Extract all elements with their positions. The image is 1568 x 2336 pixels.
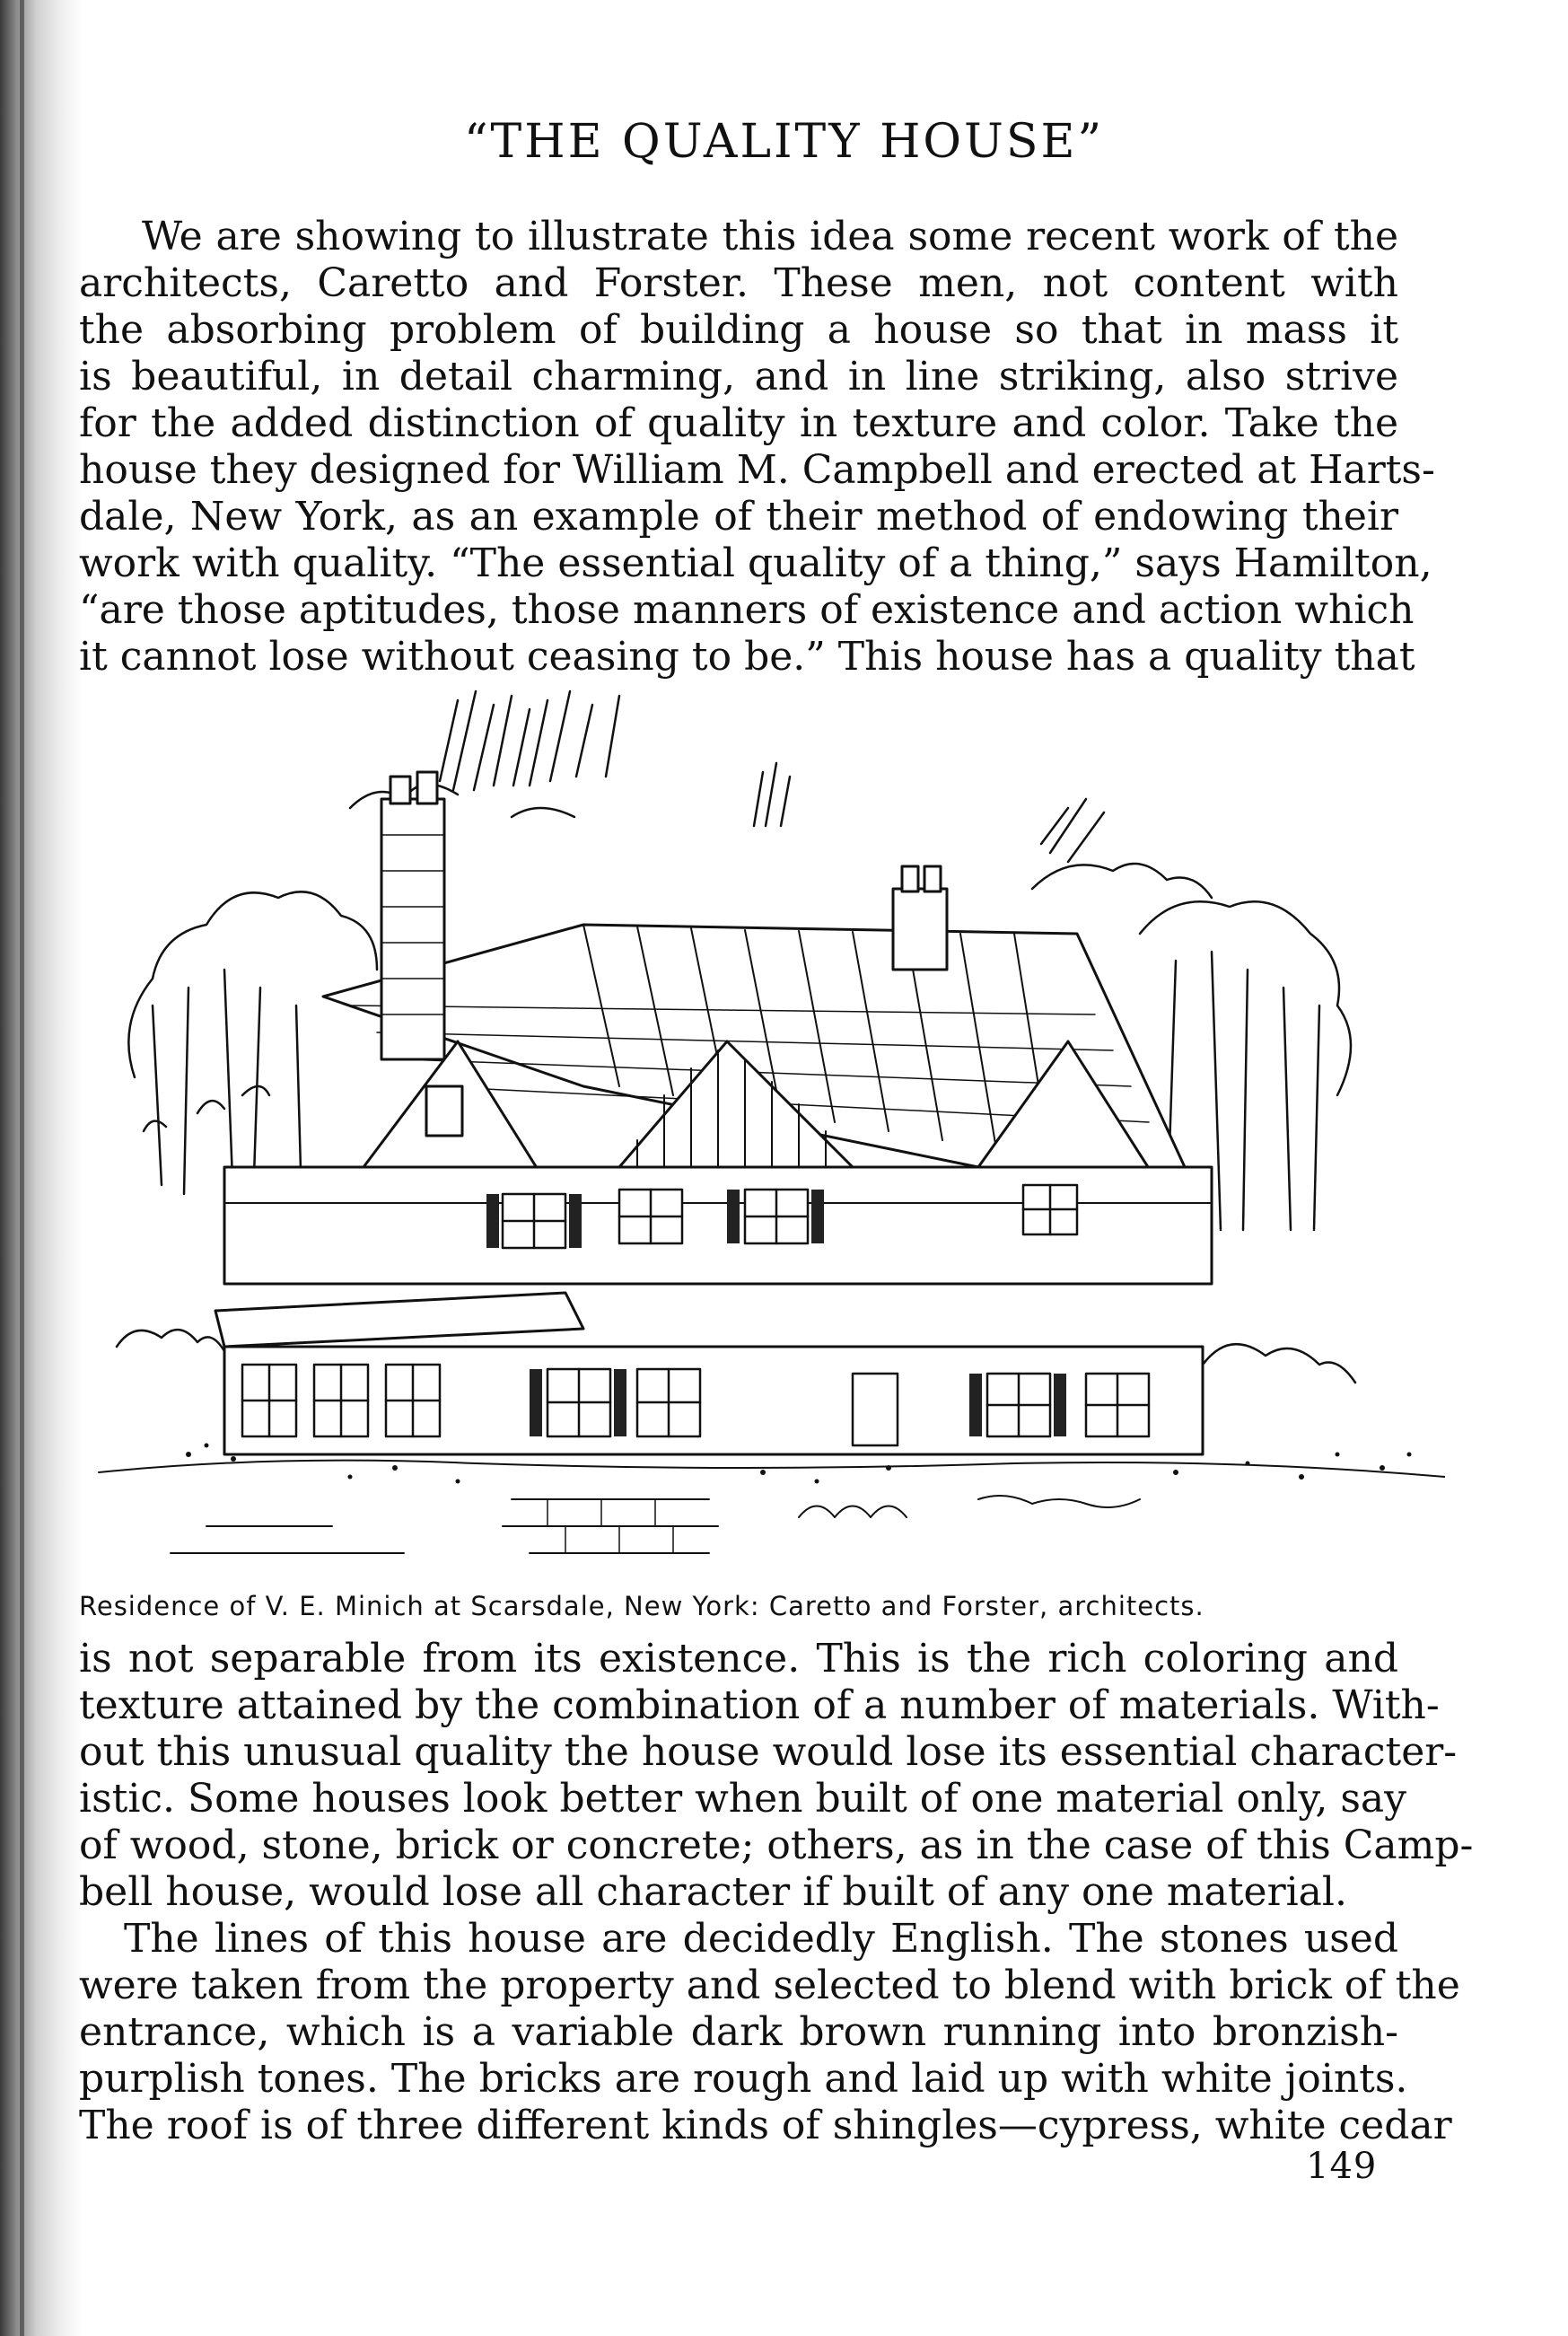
text-line: for the added distinction of quality in texture and color. Take the bbox=[79, 400, 1398, 446]
sky-hatching bbox=[350, 691, 1212, 898]
page-number: 149 bbox=[1306, 2146, 1378, 2187]
text-line: out this unusual quality the house would lose its essential character- bbox=[79, 1729, 1458, 1775]
text-line: were taken from the property and selected to blend with brick of the bbox=[79, 1963, 1460, 2008]
text-line: The roof is of three different kinds of shingles—cypress, white cedar bbox=[79, 2103, 1452, 2148]
text-line: of wood, stone, brick or concrete; others, as in the case of this Camp- bbox=[79, 1822, 1474, 1868]
text-line: The lines of this house are decidedly English. The stones used bbox=[124, 1916, 1398, 1962]
figure-caption: Residence of V. E. Minich at Scarsdale, New York: Caretto and Forster, architects. bbox=[79, 1591, 1204, 1621]
text-line: texture attained by the combination of a number of materials. With- bbox=[79, 1682, 1440, 1728]
text-line: is not separable from its existence. This is the rich coloring and bbox=[79, 1636, 1398, 1682]
text-line: architects, Caretto and Forster. These men, not content with bbox=[79, 260, 1398, 306]
body-text-top bbox=[79, 214, 1435, 681]
text-line: “are those aptitudes, those manners of existence and action which bbox=[79, 587, 1415, 633]
body-text-bottom bbox=[79, 1636, 1474, 2149]
text-line: is beautiful, in detail charming, and in line striking, also strive bbox=[79, 354, 1398, 400]
text-line: We are showing to illustrate this idea some recent work of the bbox=[142, 214, 1398, 259]
text-line: entrance, which is a variable dark brown running into bronzish- bbox=[79, 2009, 1398, 2055]
text-line: work with quality. “The essential quality of a thing,” says Hamilton, bbox=[79, 540, 1432, 586]
book-gutter-edge bbox=[20, 0, 24, 2336]
house bbox=[215, 772, 1212, 1454]
text-line: the absorbing problem of building a house so that in mass it bbox=[79, 307, 1398, 353]
book-gutter-shadow bbox=[0, 0, 83, 2336]
text-line: dale, New York, as an example of their method of endowing their bbox=[79, 494, 1398, 540]
house-sketch-illustration bbox=[81, 664, 1445, 1562]
text-line: purplish tones. The bricks are rough and laid up with white joints. bbox=[79, 2056, 1408, 2102]
text-line: bell house, would lose all character if built of any one material. bbox=[79, 1869, 1347, 1915]
text-line: it cannot lose without ceasing to be.” This house has a quality that bbox=[79, 634, 1415, 680]
text-line: house they designed for William M. Campbell and erected at Harts- bbox=[79, 447, 1435, 493]
text-line: istic. Some houses look better when built of one material only, say bbox=[79, 1776, 1407, 1822]
running-title: “THE QUALITY HOUSE” bbox=[463, 115, 1105, 169]
